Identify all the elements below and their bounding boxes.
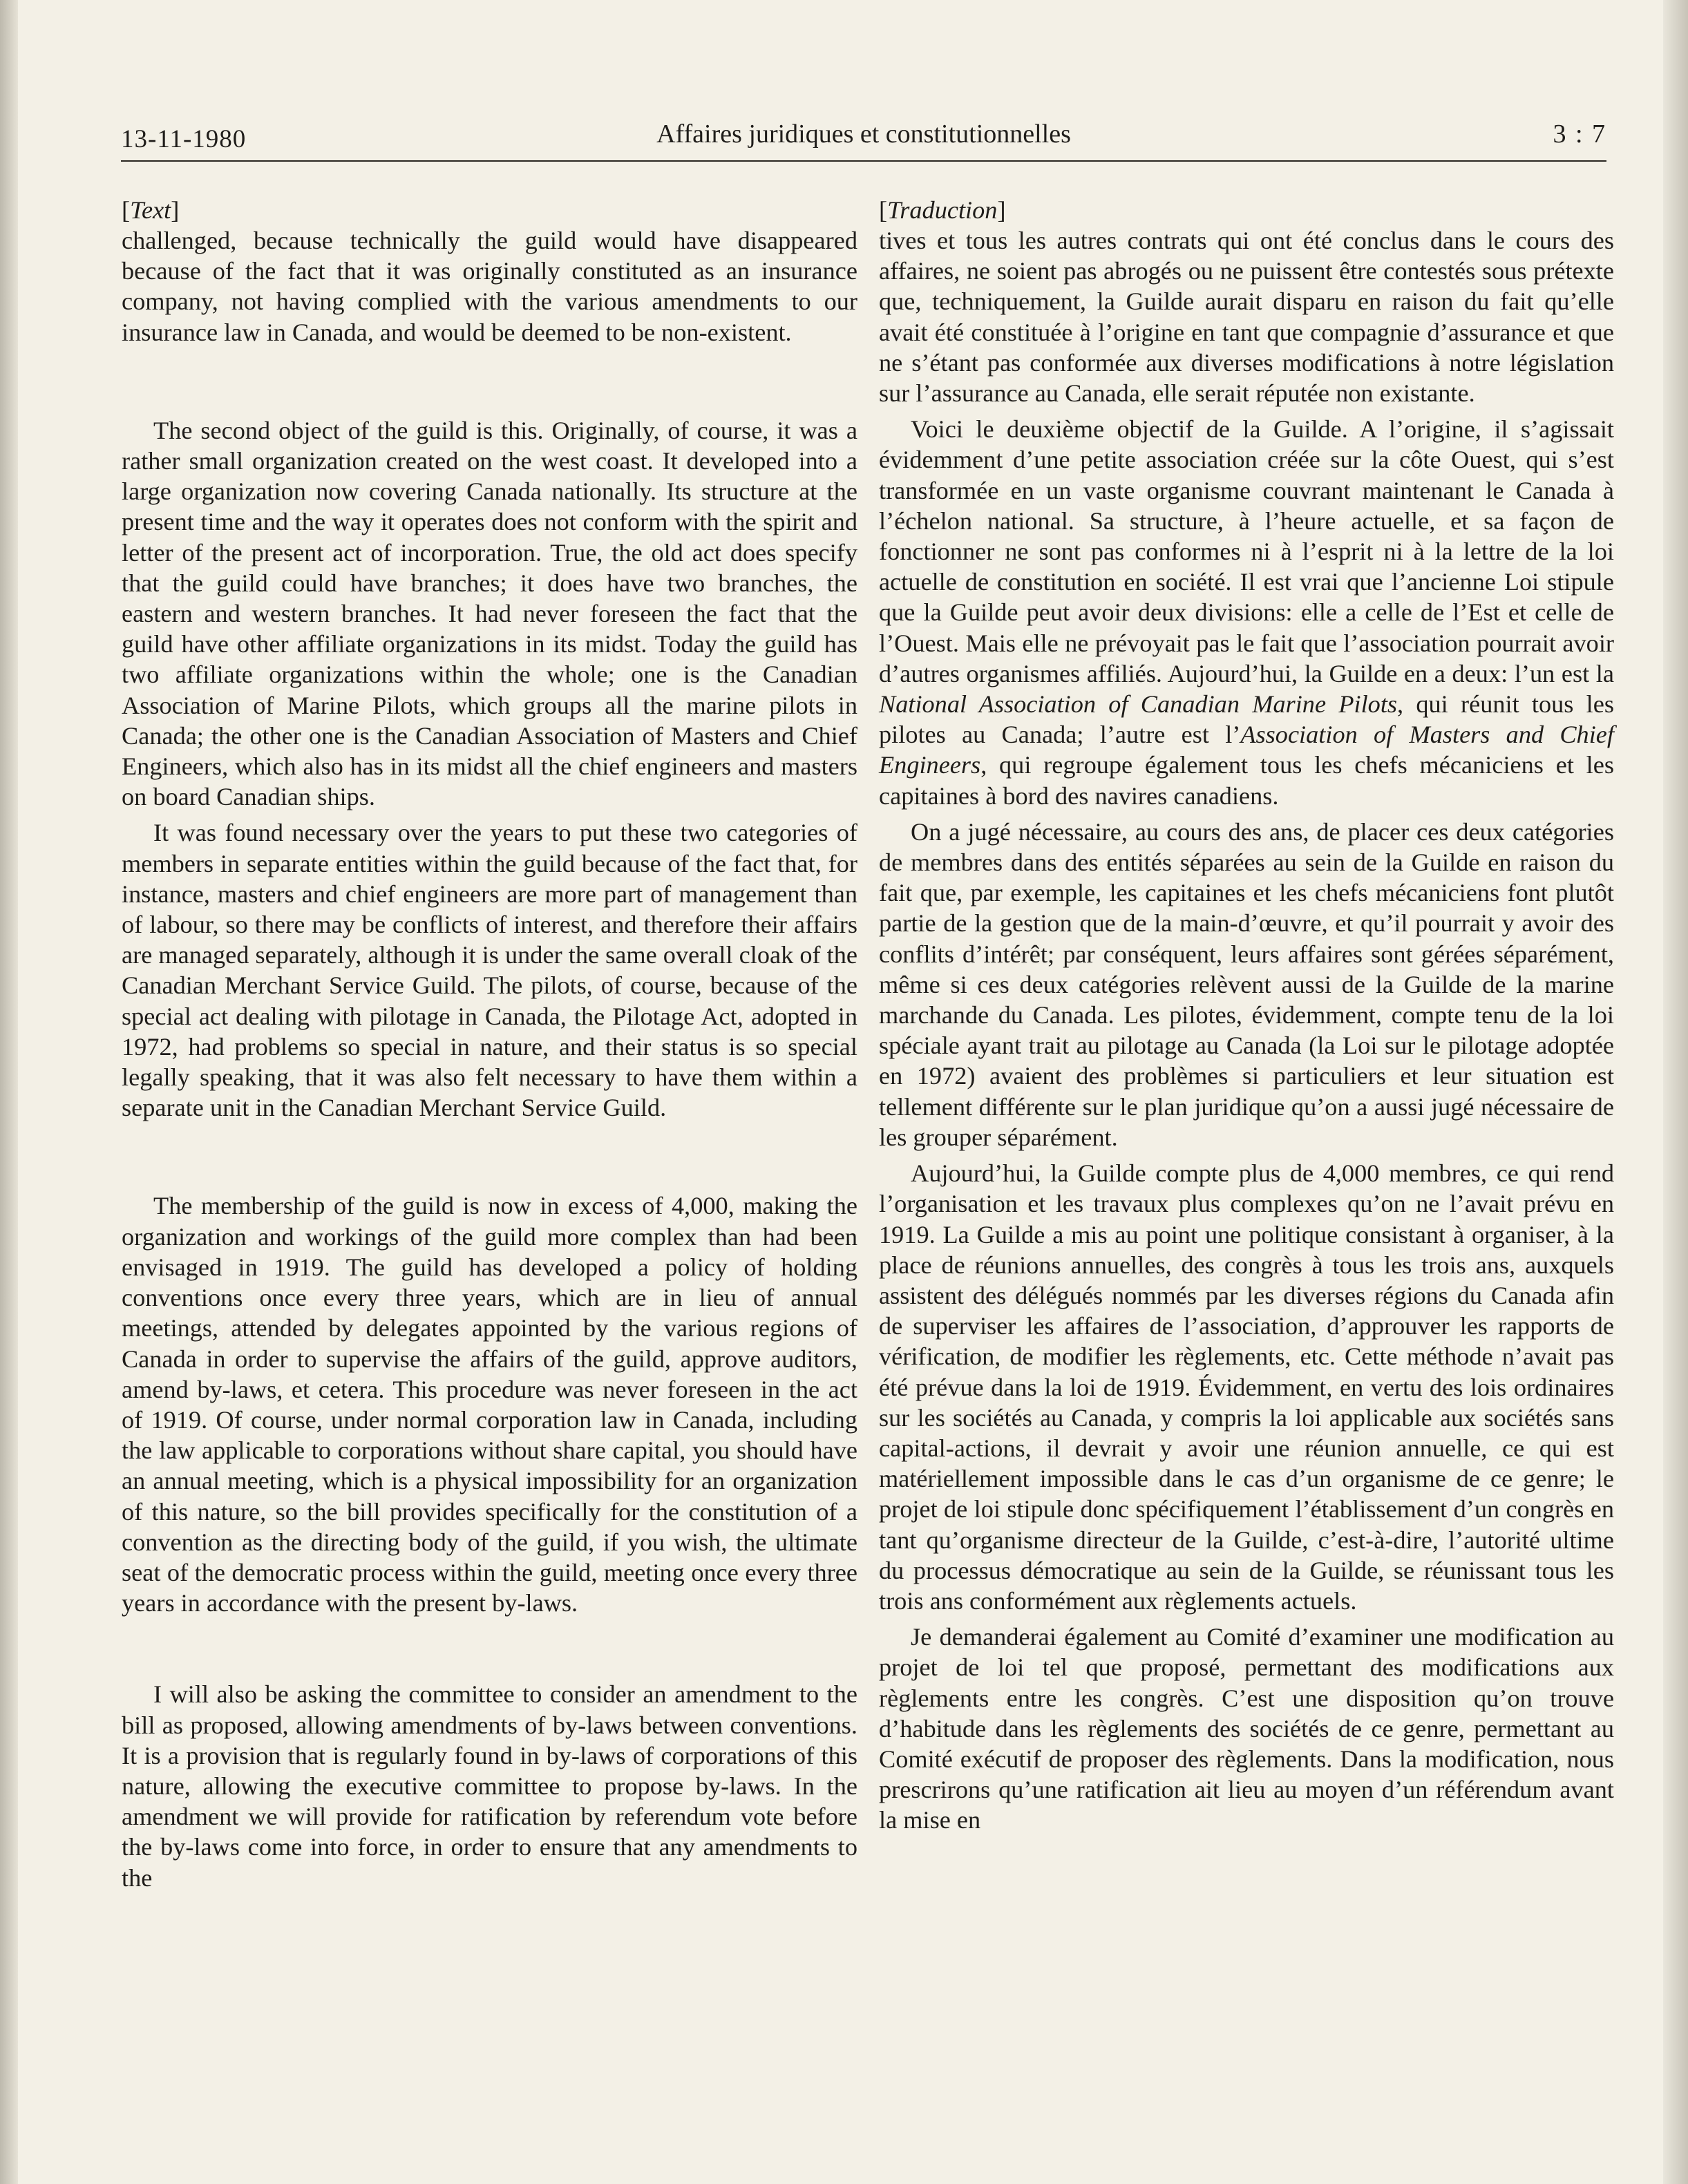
- italic-org-name: Association of Masters and Chief Engineers: [879, 721, 1614, 779]
- paragraph: challenged, because technically the guild would have disappeared because of the fact that it was originally constituted as an insurance company, not having complied with the various amendments to our insurance law in Canada, and would be deemed to be non-existent.: [122, 227, 857, 346]
- page-header: [121, 119, 1606, 160]
- header-date: 13-11-1980: [121, 125, 247, 153]
- header-rule: [121, 160, 1606, 162]
- paragraph: Aujourd’hui, la Guilde compte plus de 4,000 membres, ce qui rend l’organisation et les travaux plus complexes qu’on ne l’avait prévu en 1919. La Guilde a mis au point une politique consistant à organiser, à la place de réunions annuelles, des congrès à tous les trois ans, auxquels assistent des délégués nommés par les diverses régions du Canada afin de superviser les affaires de l’association, d’approuver les rapports de vérification, de modifier les règlements, etc. Cette méthode n’avait pas été prévue dans la loi de 1919. Évidemment, en vertu des lois ordinaires sur les sociétés au Canada, y compris la loi applicable aux sociétés sans capital-actions, il devrait y avoir une réunion annuelle, ce qui est matériellement impossible dans le cas d’un organisme de ce genre; le projet de loi stipule donc spécifiquement l’établissement d’un congrès en tant qu’organisme directeur de la Guilde, c’est-à-dire, l’autorité ultime du processus démocratique au sein de la Guilde, se réunissant tous les trois ans conformément aux règlements actuels.: [879, 1159, 1614, 1615]
- paragraph: Voici le deuxième objectif de la Guilde. A l’origine, il s’agissait évidemment d’une petite association créée sur la côte Ouest, qui s’est transformée en un vaste organisme couvrant maintenant le Canada à l’échelon national. Sa structure, à l’heure actuelle, et sa façon de fonctionner ne sont pas conformes ni à l’esprit ni à la lettre de la loi actuelle de constitution en société. Il est vrai que l’ancienne Loi stipule que la Guilde peut avoir deux divisions: elle a celle de l’Est et celle de l’Ouest. Mais elle ne prévoyait pas le fait que l’association pourrait avoir d’autres organismes affiliés. Aujourd’hui, la Guilde en a deux: l’un est la National Association of Canadian Marine Pilots, qui réunit tous les pilotes au Canada; l’autre est l’Association of Masters and Chief Engineers, qui regroupe également tous les chefs mécaniciens et les capitaines à bord des navires canadiens.: [879, 415, 1614, 810]
- paragraph: I will also be asking the committee to consider an amendment to the bill as proposed, allowing amendments of by-laws between conventions. It is a provision that is regularly found in by-laws of corporations of this nature, allowing the executive committee to propose by-laws. In the amendment we will provide for ratification by referendum vote before the by-laws come into force, in order to ensure that any amendments to the: [122, 1680, 857, 1892]
- paragraph: tives et tous les autres contrats qui ont été conclus dans le cours des affaires, ne soient pas abrogés ou ne puissent être contestés sous prétexte que, techniquement, la Guilde aurait disparu en raison du fait qu’elle avait été constituée à l’origine en tant que compagnie d’assurance et que ne s’étant pas conformée aux diverses modifications à notre législation sur l’assurance au Canada, elle serait réputée non existante.: [879, 227, 1614, 408]
- french-column: [879, 195, 1614, 1836]
- header-title: Affaires juridiques et constitutionnelles: [656, 120, 1071, 149]
- paragraph: The membership of the guild is now in excess of 4,000, making the organization and workings of the guild more complex than had been envisaged in 1919. The guild has developed a policy of holding conventions once every three years, which are in lieu of annual meetings, attended by delegates appointed by the various regions of Canada in order to supervise the affairs of the guild, approve auditors, amend by-laws, et cetera. This procedure was never foreseen in the act of 1919. Of course, under normal corporation law in Canada, including the law applicable to corporations without share capital, you should have an annual meeting, which is a physical impossibility for an organization of this nature, so the bill provides specifically for the constitution of a convention as the directing body of the guild, if you wish, the ultimate seat of the democratic process within the guild, meeting once every three years in accordance with the present by-laws.: [122, 1192, 857, 1617]
- paragraph: Je demanderai également au Comité d’examiner une modification au projet de loi tel que proposé, permettant des modifications aux règlements entre les congrès. C’est une disposition qu’on trouve d’habitude dans les règlements des sociétés de ce genre, permettant au Comité exécutif de proposer des règlements. Dans la modification, nous prescrirons qu’une ratification ait lieu au moyen d’un référendum avant la mise en: [879, 1623, 1614, 1834]
- column-marker-text: [Text]: [122, 196, 180, 224]
- scan-edge-left: [0, 0, 18, 2184]
- paragraph: On a jugé nécessaire, au cours des ans, de placer ces deux catégories de membres dans des entités séparées au sein de la Guilde en raison du fait que, par exemple, les capitaines et les chefs mécaniciens font plutôt partie de la gestion que de la main-d’œuvre, et qu’il pourrait y avoir des conflits d’intérêt; par conséquent, leurs affaires sont gérées séparément, même si ces deux catégories relèvent aussi de la Guilde de la marine marchande du Canada. Les pilotes, évidemment, compte tenu de la loi spéciale ayant trait au pilotage au Canada (la Loi sur le pilotage adoptée en 1972) avaient des problèmes si particuliers et leur situation est tellement différente sur le plan juridique qu’on a aussi jugé nécessaire de les grouper séparément.: [879, 817, 1614, 1151]
- paragraph: It was found necessary over the years to put these two categories of members in separate entities within the guild because of the fact that, for instance, masters and chief engineers are more part of management than of labour, so there may be conflicts of interest, and therefore their affairs are managed separately, although it is under the same overall cloak of the Canadian Merchant Service Guild. The pilots, of course, because of the special act dealing with pilotage in Canada, the Pilotage Act, adopted in 1972, had problems so special in nature, and their status is so special legally speaking, that it was also felt necessary to have them within a separate unit in the Canadian Merchant Service Guild.: [122, 819, 857, 1122]
- header-page-number: 3 : 7: [1553, 120, 1606, 149]
- column-marker-traduction: [Traduction]: [879, 196, 1006, 224]
- scan-edge-right: [1663, 0, 1688, 2184]
- english-column: [122, 195, 857, 1893]
- paragraph: The second object of the guild is this. Originally, of course, it was a rather small organization created on the west coast. It developed into a large organization now covering Canada nationally. Its structure at the present time and the way it operates does not conform with the spirit and letter of the present act of incorporation. True, the old act does specify that the guild could have branches; it does have two branches, the eastern and western branches. It had never foreseen the fact that the guild have other affiliate organizations in its midst. Today the guild has two affiliate organizations within the whole; one is the Canadian Association of Marine Pilots, which groups all the marine pilots in Canada; the other one is the Canadian Association of Masters and Chief Engineers, which also has in its midst all the chief engineers and masters on board Canadian ships.: [122, 416, 857, 811]
- italic-org-name: National Association of Canadian Marine Pilots: [879, 690, 1398, 719]
